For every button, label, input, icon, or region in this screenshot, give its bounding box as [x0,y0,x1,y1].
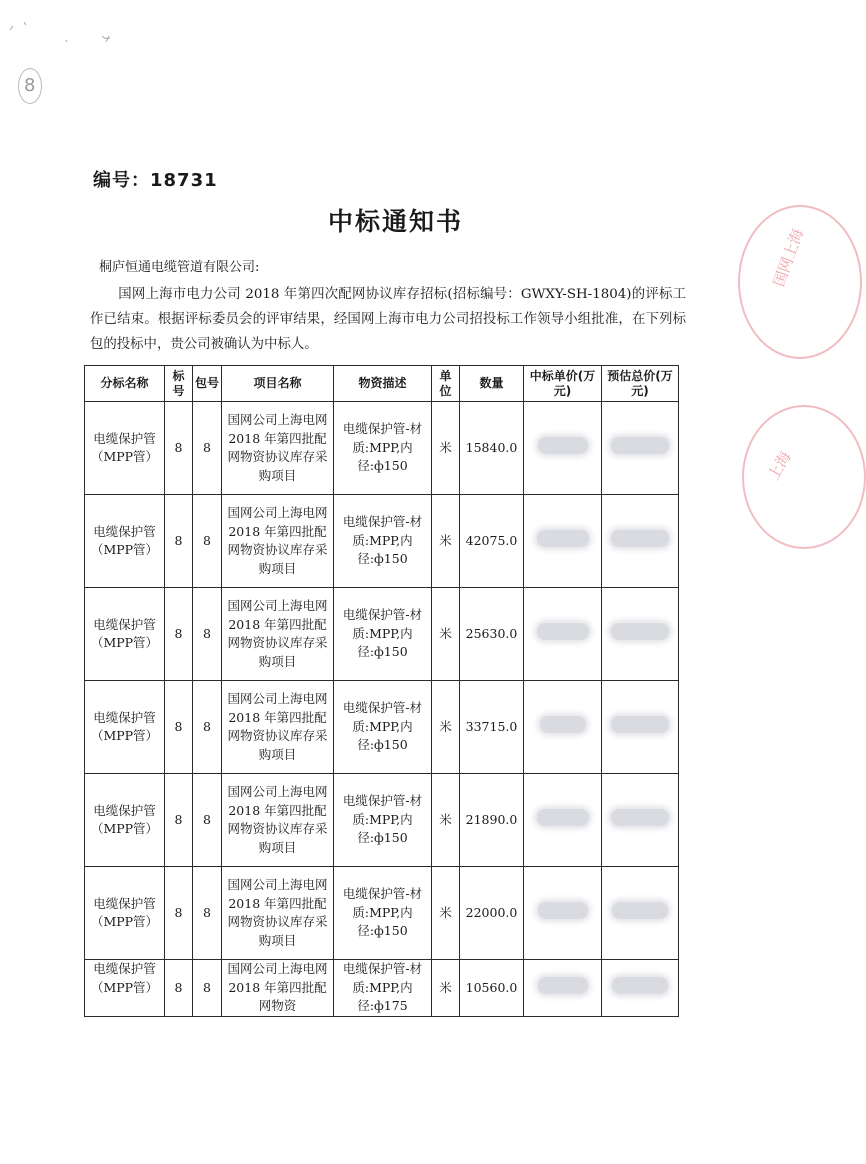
cell-unit-price-redacted [524,960,602,1017]
redaction-blur [537,530,589,547]
cell-total-price-redacted [602,960,679,1017]
cell-material-desc: 电缆保护管-材质:MPP,内径:ф150 [334,774,432,867]
table-row [85,960,679,1017]
cell-material-desc: 电缆保护管-材质:MPP,内径:ф150 [334,867,432,960]
cell-unit: 米 [432,588,460,681]
cell-project-name: 国网公司上海电网 2018 年第四批配网物资协议库存采购项目 [222,588,334,681]
page-mark-number: 8 [24,75,36,96]
cell-unit-price-redacted [524,867,602,960]
redaction-blur [538,902,588,919]
cell-lot-no: 8 [165,867,193,960]
notice-body [90,282,686,357]
document-number: 编号：18731 [93,170,218,191]
cell-package-no: 8 [193,867,222,960]
redaction-blur [538,977,588,994]
cell-package-no: 8 [193,960,222,1017]
redaction-blur [611,623,669,640]
cell-quantity: 22000.0 [460,867,524,960]
header-lot-no: 标号 [165,366,193,402]
cell-total-price-redacted [602,402,679,495]
redaction-blur [611,716,669,733]
official-seal-partial-lower [742,405,866,549]
cell-lot-name: 电缆保护管（MPP管） [85,867,165,960]
cell-lot-name: 电缆保护管（MPP管） [85,588,165,681]
redaction-blur [611,530,669,547]
document-title: 中标通知书 [327,207,463,236]
header-total-price: 预估总价(万元) [602,366,679,402]
header-unit: 单位 [432,366,460,402]
handwritten-page-mark [18,68,42,104]
redaction-blur [537,809,589,826]
cell-quantity: 42075.0 [460,495,524,588]
cell-lot-no: 8 [165,774,193,867]
cell-material-desc: 电缆保护管-材质:MPP,内径:ф150 [334,588,432,681]
cell-package-no: 8 [193,402,222,495]
cell-unit-price-redacted [524,495,602,588]
award-table [84,365,679,1017]
cell-total-price-redacted [602,495,679,588]
table-row [85,588,679,681]
cell-quantity: 10560.0 [460,960,524,1017]
cell-unit-price-redacted [524,588,602,681]
cell-lot-name: 电缆保护管（MPP管） [85,960,165,1017]
cell-unit: 米 [432,774,460,867]
cell-quantity: 21890.0 [460,774,524,867]
table-header-row [85,366,679,402]
cell-lot-name: 电缆保护管（MPP管） [85,402,165,495]
table-row [85,681,679,774]
cell-unit: 米 [432,681,460,774]
table-row [85,495,679,588]
cell-unit: 米 [432,867,460,960]
cell-lot-name: 电缆保护管（MPP管） [85,495,165,588]
seal-text-bottom: 上海 [764,448,795,484]
official-seal-partial [738,205,862,359]
header-lot-name: 分标名称 [85,366,165,402]
cell-total-price-redacted [602,681,679,774]
header-package-no: 包号 [193,366,222,402]
header-material-desc: 物资描述 [334,366,432,402]
cell-total-price-redacted [602,774,679,867]
cell-unit-price-redacted [524,402,602,495]
cell-project-name: 国网公司上海电网 2018 年第四批配网物资协议库存采购项目 [222,774,334,867]
cell-quantity: 15840.0 [460,402,524,495]
cell-material-desc: 电缆保护管-材质:MPP,内径:ф150 [334,681,432,774]
seal-text-top: 国网上海 [769,226,808,289]
redaction-blur [537,623,589,640]
cell-material-desc: 电缆保护管-材质:MPP,内径:ф150 [334,495,432,588]
redaction-blur [611,809,669,826]
cell-project-name: 国网公司上海电网 2018 年第四批配网物资协议库存采购项目 [222,681,334,774]
cell-package-no: 8 [193,774,222,867]
cell-project-name: 国网公司上海电网 2018 年第四批配网物资协议库存采购项目 [222,402,334,495]
cell-unit-price-redacted [524,681,602,774]
notice-body-text: 国网上海市电力公司 2018 年第四次配网协议库存招标(招标编号：GWXY-SH-1804)的评标工作已结束。根据评标委员会的评审结果，经国网上海市电力公司招投标工作领导小组批准，在下列标包的投标中，贵公司被确认为中标人。 [90,287,686,352]
redaction-blur [612,977,668,994]
table-row [85,402,679,495]
cell-package-no: 8 [193,588,222,681]
recipient-company: 桐庐恒通电缆管道有限公司: [99,260,260,275]
cell-lot-no: 8 [165,402,193,495]
cell-lot-name: 电缆保护管（MPP管） [85,774,165,867]
cell-total-price-redacted [602,867,679,960]
header-project-name: 项目名称 [222,366,334,402]
cell-total-price-redacted [602,588,679,681]
cell-quantity: 25630.0 [460,588,524,681]
cell-unit-price-redacted [524,774,602,867]
redaction-blur [612,902,668,919]
redaction-blur [611,437,669,454]
cell-unit: 米 [432,960,460,1017]
cell-lot-no: 8 [165,681,193,774]
cell-unit: 米 [432,495,460,588]
redaction-blur [538,437,588,454]
cell-lot-no: 8 [165,960,193,1017]
cell-lot-no: 8 [165,588,193,681]
cell-project-name: 国网公司上海电网 2018 年第四批配网物资协议库存采购项目 [222,867,334,960]
cell-lot-no: 8 [165,495,193,588]
cell-material-desc: 电缆保护管-材质:MPP,内径:ф175 [334,960,432,1017]
table-row [85,774,679,867]
cell-lot-name: 电缆保护管（MPP管） [85,681,165,774]
cell-material-desc: 电缆保护管-材质:MPP,内径:ф150 [334,402,432,495]
cell-package-no: 8 [193,681,222,774]
cell-project-name: 国网公司上海电网 2018 年第四批配网物资协议库存采购项目 [222,495,334,588]
cell-unit: 米 [432,402,460,495]
cell-project-name: 国网公司上海电网 2018 年第四批配网物资 [222,960,334,1017]
redaction-blur [540,716,586,733]
cell-quantity: 33715.0 [460,681,524,774]
table-row [85,867,679,960]
header-unit-price: 中标单价(万元) [524,366,602,402]
scan-speckles [6,12,126,52]
cell-package-no: 8 [193,495,222,588]
header-quantity: 数量 [460,366,524,402]
